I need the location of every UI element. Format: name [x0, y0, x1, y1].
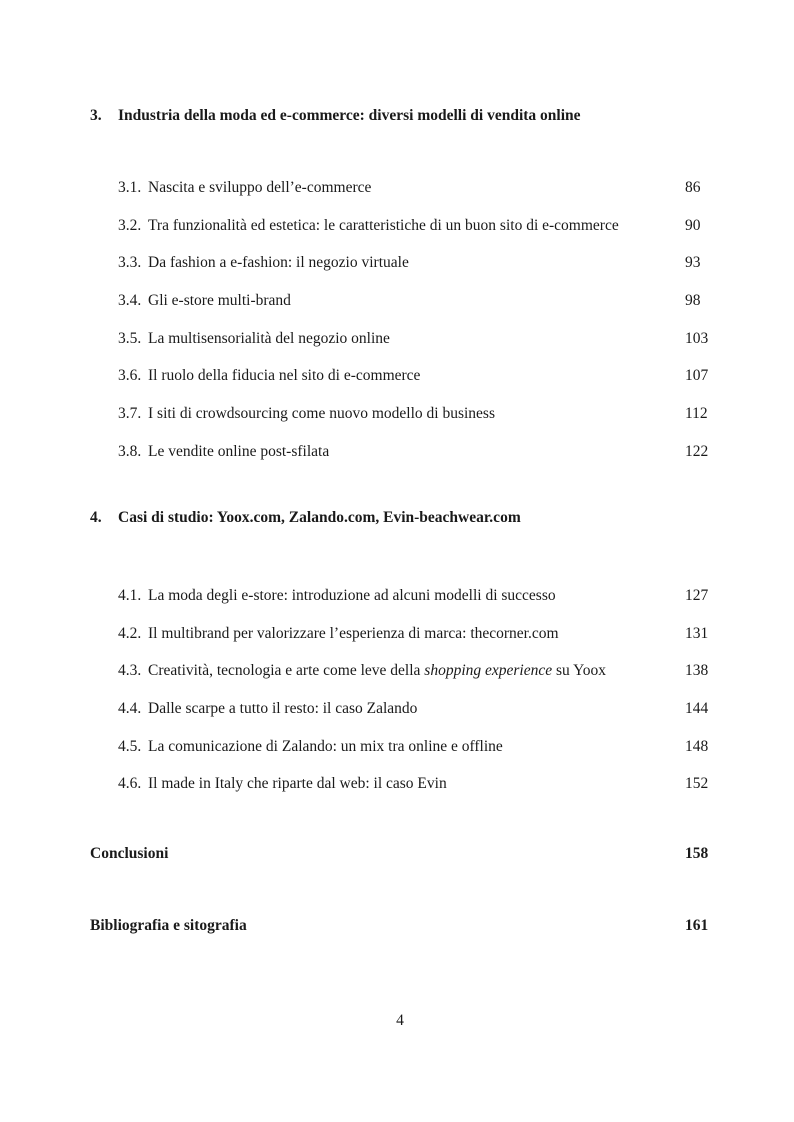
toc-entry-number: 3.3.	[118, 254, 142, 272]
toc-entry-title	[148, 404, 505, 424]
section-title: Casi di studio: Yoox.com, Zalando.com, Evin-beachwear.com	[118, 508, 521, 526]
toc-entry-title	[148, 774, 457, 794]
toc-entry	[90, 586, 710, 606]
toc-entry-title	[148, 366, 430, 386]
toc-entry-title-run: Il ruolo della fiducia nel sito di e-commerce	[148, 367, 421, 385]
toc-entry-page: 122	[685, 442, 709, 460]
toc-entry	[90, 329, 710, 349]
toc-entry	[90, 661, 710, 681]
toc-entry	[90, 216, 710, 236]
toc-entry	[90, 774, 710, 794]
toc-entry-number: 3.1.	[118, 179, 142, 196]
toc-entry-title-run: Il made in Italy che riparte dal web: il caso Evin	[148, 775, 447, 793]
toc-entry-page: 98	[685, 292, 701, 310]
toc-entry-title-run: La multisensorialità del negozio online	[148, 329, 390, 347]
toc-entry	[90, 366, 710, 386]
toc-entry-title	[148, 178, 381, 198]
section-number: 4.	[90, 508, 102, 526]
toc-entry-page: 161	[685, 917, 709, 935]
toc-entry-page: 127	[685, 586, 709, 604]
toc-entry-title	[148, 699, 427, 719]
toc-entry-number: 4.6.	[118, 775, 142, 793]
toc-entry-title: Bibliografia e sitografia	[90, 917, 247, 935]
toc-entry	[90, 624, 710, 644]
page-number: 4	[396, 1012, 404, 1029]
section-title: Industria della moda ed e-commerce: diversi modelli di vendita online	[118, 107, 581, 124]
toc-entry-page: 158	[685, 845, 709, 863]
toc-entry-title-run: Le vendite online post-sfilata	[148, 442, 330, 460]
toc-entry-title-run: La comunicazione di Zalando: un mix tra online e offline	[148, 737, 503, 755]
toc-entry-page: 107	[685, 367, 709, 385]
toc-entry-title-run: su Yoox	[552, 662, 606, 680]
toc-entry-page: 131	[685, 624, 709, 642]
section-heading	[90, 508, 710, 528]
toc-entry-page: 86	[685, 179, 701, 196]
section-heading	[90, 106, 710, 126]
toc-entry-number: 4.2.	[118, 624, 142, 642]
toc-entry-title	[148, 624, 569, 644]
toc-entry-page: 93	[685, 254, 701, 272]
toc-entry-title	[148, 253, 419, 273]
toc-entry-number: 3.2.	[118, 216, 142, 234]
toc-entry-number: 3.8.	[118, 442, 142, 460]
toc-entry-title-run: Da fashion a e-fashion: il negozio virtuale	[148, 254, 409, 272]
toc-entry-number: 3.6.	[118, 367, 142, 385]
toc-standalone-entry-conclusioni	[90, 844, 710, 864]
toc-entry-title-run: Dalle scarpe a tutto il resto: il caso Zalando	[148, 699, 418, 717]
toc-entry	[90, 737, 710, 757]
toc-entry	[90, 178, 710, 198]
toc-entry-title	[148, 442, 339, 462]
toc-entry-number: 3.4.	[118, 292, 142, 310]
toc-entry-title-run: Creatività, tecnologia e arte come leve della	[148, 662, 425, 680]
toc-entry-page: 148	[685, 737, 709, 755]
toc-sections	[90, 106, 710, 794]
toc-standalone-entry-bibliografia	[90, 916, 710, 936]
toc-entry-title	[148, 329, 400, 349]
toc-entry-title-run: Nascita e sviluppo dell’e-commerce	[148, 179, 372, 196]
toc-entry-title	[148, 291, 301, 311]
toc-entry-title-run: La moda degli e-store: introduzione ad alcuni modelli di successo	[148, 586, 556, 604]
toc-entry	[90, 404, 710, 424]
toc-entry-title-run: Gli e-store multi-brand	[148, 292, 291, 310]
toc-entry-title	[148, 661, 616, 681]
toc-entry-title-run: Tra funzionalità ed estetica: le caratteristiche di un buon sito di e-commerce	[148, 216, 619, 234]
toc-entry	[90, 253, 710, 273]
toc-entry-title	[148, 737, 513, 757]
toc-entry-title-run: I siti di crowdsourcing come nuovo modello di business	[148, 405, 495, 423]
toc-entry	[90, 699, 710, 719]
toc-entry-title	[148, 586, 566, 606]
table-of-contents	[90, 0, 710, 936]
toc-section	[90, 106, 710, 462]
toc-entry-page: 103	[685, 329, 709, 347]
toc-entry-page: 152	[685, 775, 709, 793]
toc-entry-title-italic-run: shopping experience	[424, 662, 553, 680]
section-items	[90, 586, 710, 794]
toc-entry	[90, 442, 710, 462]
toc-entry-page: 112	[685, 405, 708, 423]
toc-entry-page: 90	[685, 216, 701, 234]
toc-entry	[90, 291, 710, 311]
toc-entry-title-run: Il multibrand per valorizzare l’esperienza di marca: thecorner.com	[148, 624, 559, 642]
section-items	[90, 178, 710, 462]
toc-entry-number: 3.7.	[118, 405, 142, 423]
toc-entry-number: 4.4.	[118, 699, 142, 717]
toc-entry-title	[148, 216, 629, 236]
toc-entry-number: 4.5.	[118, 737, 142, 755]
section-number: 3.	[90, 107, 102, 124]
toc-entry-page: 138	[685, 662, 709, 680]
toc-section	[90, 508, 710, 794]
toc-entry-title: Conclusioni	[90, 845, 169, 863]
toc-entry-number: 4.1.	[118, 586, 142, 604]
toc-entry-page: 144	[685, 699, 709, 717]
toc-entry-number: 4.3.	[118, 662, 142, 680]
toc-entry-number: 3.5.	[118, 329, 142, 347]
